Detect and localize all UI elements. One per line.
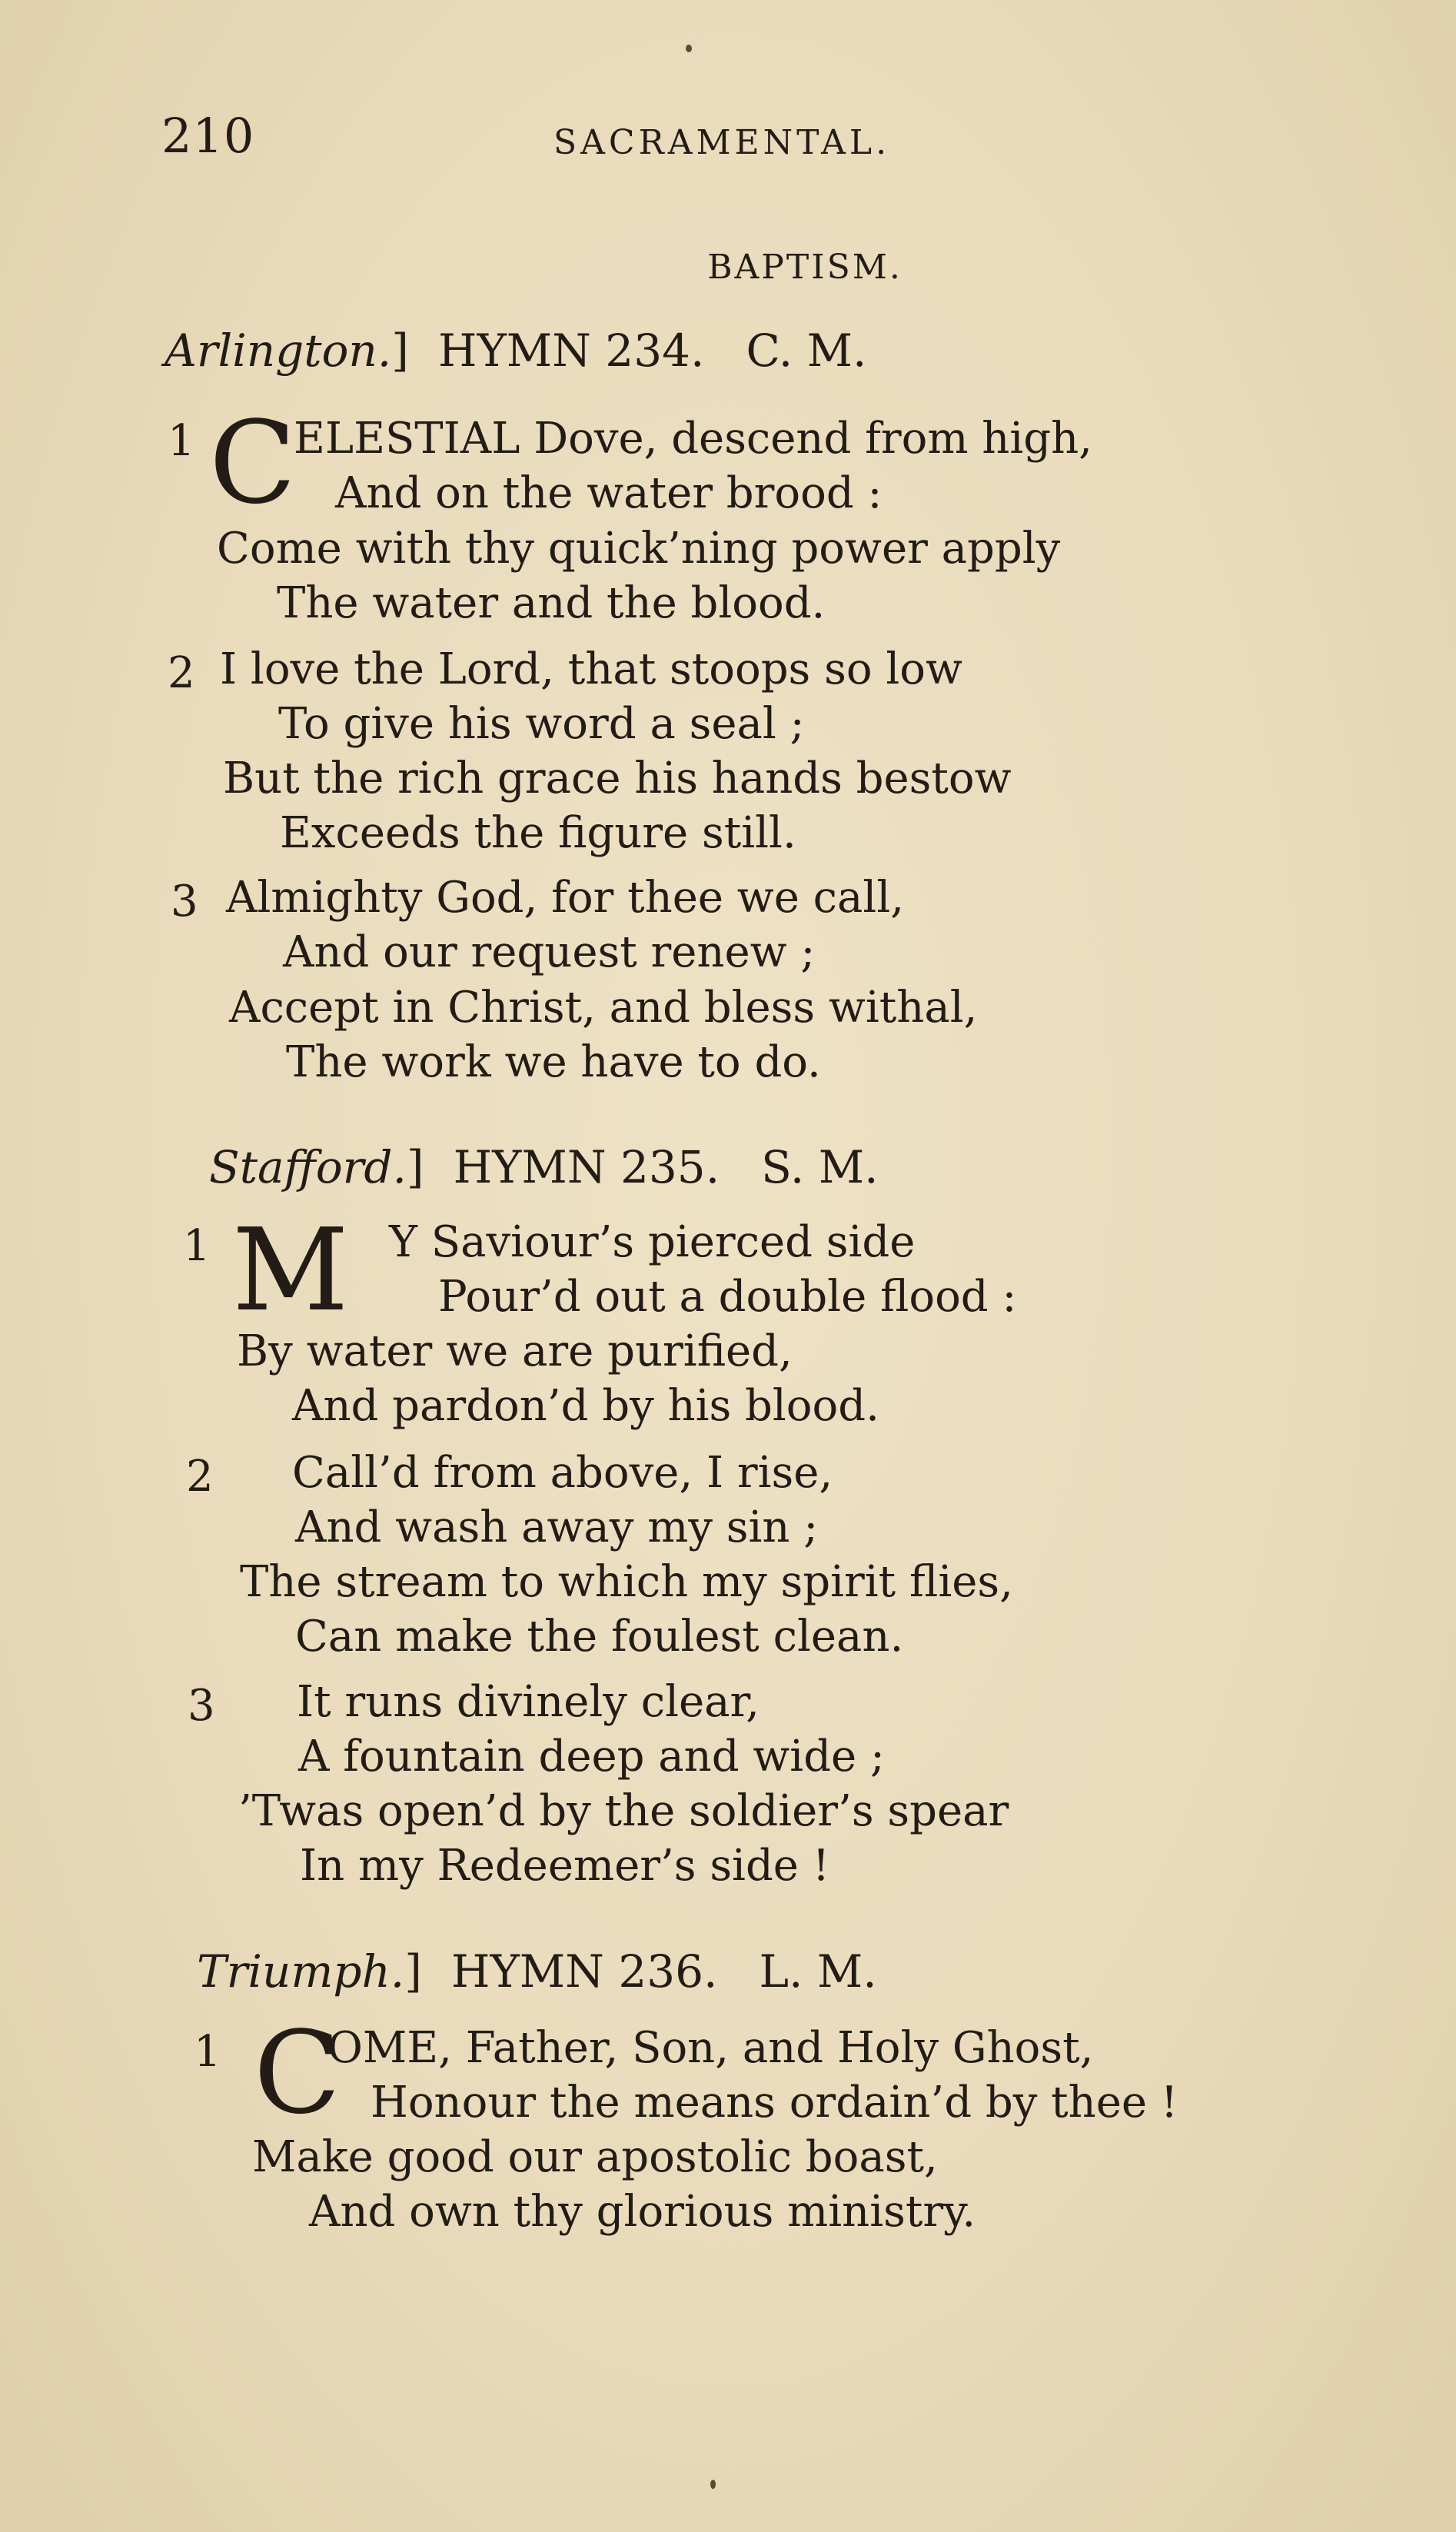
tune-name: Triumph. [197,1945,405,1998]
drop-cap: M [232,1204,349,1336]
hymn-meter: L. M. [759,1945,877,1998]
tune-name: Arlington. [165,324,392,377]
hymn-meter: C. M. [746,324,867,377]
verse-number: 2 [168,648,195,698]
tune-name: Stafford. [209,1141,407,1193]
verse-line: The stream to which my spirit flies, [240,1557,1013,1607]
verse-line: It runs divinely clear, [297,1677,760,1727]
verse-line: I love the Lord, that stoops so low [220,644,962,694]
verse-number: 3 [171,877,198,927]
verse-number: 1 [183,1221,211,1271]
verse-line: Make good our apostolic boast, [252,2132,938,2182]
verse-line: And pardon’d by his blood. [292,1381,879,1431]
verse-line: But the rich grace his hands bestow [223,754,1012,804]
drop-cap: C [254,2007,341,2139]
drop-cap: C [209,397,297,529]
verse-line: In my Redeemer’s side ! [300,1841,830,1891]
running-head: SACRAMENTAL. [553,123,891,162]
verse-number: 2 [186,1452,214,1502]
hymn-title: HYMN 235. [453,1141,720,1193]
hymn-heading: Triumph.] HYMN 236. L. M. [197,1945,877,1998]
hymn-meter: S. M. [761,1141,879,1193]
verse-line: The water and the blood. [277,578,826,628]
verse-line: Honour the means ordain’d by thee ! [371,2078,1178,2128]
hymn-title: HYMN 236. [450,1945,718,1998]
verse-line: Can make the foulest clean. [295,1612,904,1662]
verse-line: Y Saviour’s pierced side [389,1217,916,1267]
verse-line: The work we have to do. [286,1037,821,1087]
verse-line: Call’d from above, I rise, [292,1448,833,1498]
verse-line: ELESTIAL Dove, descend from high, [294,414,1092,464]
verse-number: 1 [194,2027,221,2077]
verse-line: And our request renew ; [283,927,816,977]
verse-line: A fountain deep and wide ; [298,1732,885,1782]
section-title: BAPTISM. [707,248,903,287]
page-number: 210 [161,108,255,164]
page-header [0,108,1456,169]
verse-line: OME, Father, Son, and Holy Ghost, [327,2023,1094,2073]
hymn-title: HYMN 234. [437,324,705,377]
verse-line: Exceeds the figure still. [280,808,796,858]
verse-line: Almighty God, for thee we call, [226,873,905,923]
verse-line: By water we are purified, [237,1326,793,1376]
verse-line: Come with thy quick’ning power apply [217,524,1061,574]
verse-line: ’Twas open’d by the soldier’s spear [238,1786,1009,1836]
ink-speck [710,2480,716,2489]
hymn-heading: Arlington.] HYMN 234. C. M. [165,324,867,377]
hymn-heading: Stafford.] HYMN 235. S. M. [209,1141,879,1193]
verse-line: And on the water brood : [335,468,883,518]
verse-line: To give his word a seal ; [278,699,805,749]
verse-line: And wash away my sin ; [295,1502,819,1552]
verse-number: 3 [188,1681,215,1731]
verse-line: And own thy glorious ministry. [309,2187,976,2237]
ink-speck [686,45,692,52]
verse-number: 1 [168,416,195,466]
verse-line: Pour’d out a double flood : [438,1272,1017,1322]
verse-line: Accept in Christ, and bless withal, [229,983,978,1033]
